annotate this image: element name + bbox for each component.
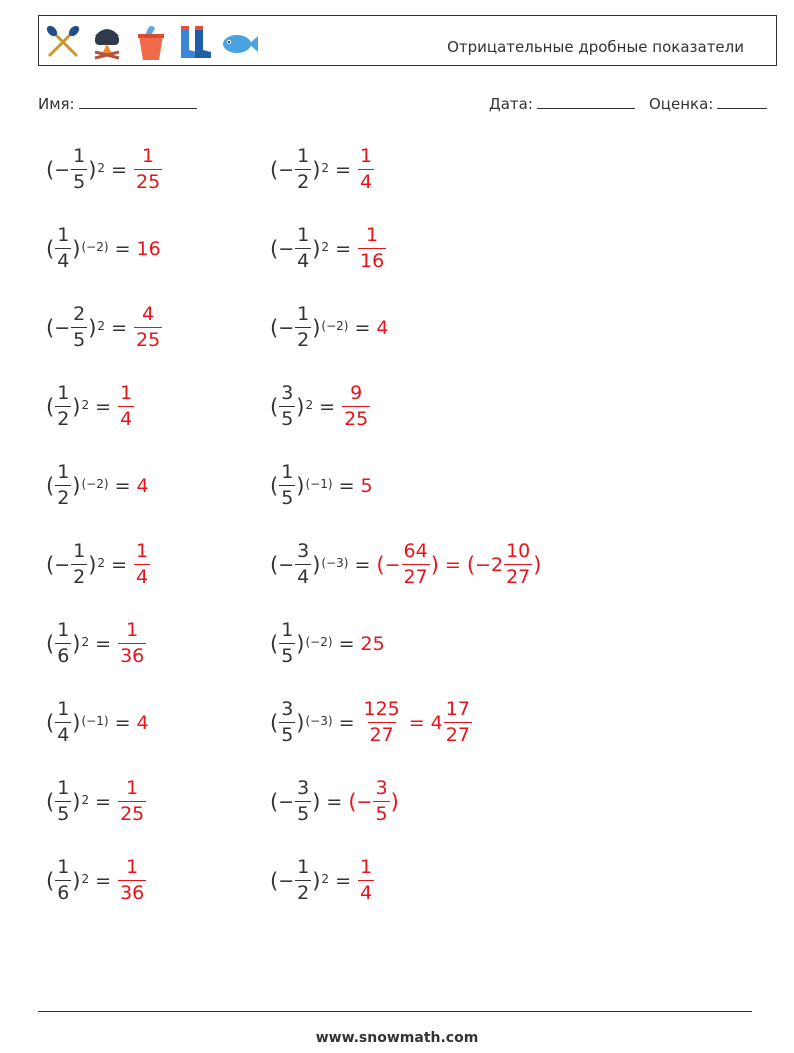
answer	[136, 238, 160, 260]
numerator: 10	[506, 540, 531, 562]
name-field[interactable]	[38, 94, 197, 113]
grade-field[interactable]	[649, 94, 767, 113]
problem-7a	[46, 621, 147, 666]
problem-9b	[270, 779, 399, 824]
answer-fraction	[358, 226, 386, 271]
problem-6a	[46, 542, 151, 587]
equals-sign: =	[354, 553, 371, 576]
equals-sign: =	[444, 553, 461, 576]
answer	[117, 858, 147, 903]
answer-fraction	[361, 700, 401, 745]
denominator: 5	[57, 803, 70, 825]
base-fraction	[71, 542, 87, 587]
numerator: 1	[57, 698, 70, 720]
base-fraction	[55, 463, 71, 508]
numerator: 1	[359, 145, 373, 167]
answer	[360, 633, 384, 655]
base-fraction	[295, 542, 311, 587]
exponent: 2	[81, 872, 90, 886]
equals-sign: =	[111, 553, 127, 576]
denominator: 25	[120, 803, 145, 825]
open-paren: (	[46, 394, 55, 419]
problem-10b	[270, 858, 375, 903]
close-paren: )	[72, 868, 81, 893]
answer	[117, 621, 147, 666]
answer	[133, 147, 163, 192]
numerator: 64	[403, 540, 428, 562]
numerator: 3	[281, 382, 294, 404]
answer	[348, 779, 398, 824]
answer	[136, 712, 148, 734]
answer-fraction	[358, 147, 374, 192]
base-fraction	[55, 226, 71, 271]
denominator: 4	[135, 566, 149, 588]
problem-8b	[270, 700, 473, 745]
denominator: 27	[445, 724, 470, 746]
open-paren: (	[46, 315, 55, 340]
close-paren: )	[72, 236, 81, 261]
equals-sign: =	[408, 711, 425, 734]
numerator: 1	[297, 856, 310, 878]
equals-sign: =	[326, 790, 343, 813]
denominator: 4	[297, 566, 310, 588]
exponent: (−3)	[321, 556, 349, 570]
answer-fraction	[134, 542, 150, 587]
numerator: 4	[142, 303, 155, 325]
answer-value: 4	[136, 474, 149, 497]
open-paren: (	[46, 236, 55, 261]
problem-1b	[270, 147, 375, 192]
close-paren: )	[72, 473, 81, 498]
answer-fraction	[358, 858, 374, 903]
campfire-pot-icon	[87, 22, 127, 62]
denominator: 27	[506, 566, 531, 588]
name-line[interactable]	[79, 94, 197, 109]
denominator: 27	[369, 724, 394, 746]
equals-sign: =	[114, 711, 131, 734]
equals-sign: =	[95, 395, 112, 418]
denominator: 4	[359, 882, 373, 904]
exponent: 2	[321, 240, 330, 254]
close-paren: )	[312, 236, 321, 261]
denominator: 16	[359, 250, 385, 272]
open-paren: (	[466, 552, 476, 577]
open-paren: (	[270, 552, 279, 577]
open-paren: (	[46, 473, 55, 498]
answer	[360, 700, 472, 745]
denominator: 25	[344, 408, 369, 430]
equals-sign: =	[114, 237, 131, 260]
base-fraction	[295, 858, 311, 903]
numerator: 9	[350, 382, 363, 404]
close-paren: )	[312, 789, 321, 814]
close-paren: )	[312, 157, 321, 182]
numerator: 3	[297, 540, 310, 562]
answer-value: 4	[376, 316, 389, 339]
answer	[357, 147, 375, 192]
equals-sign: =	[338, 632, 355, 655]
equals-sign: =	[335, 158, 351, 181]
open-paren: (	[270, 631, 279, 656]
answer	[136, 475, 148, 497]
base-fraction	[55, 621, 71, 666]
open-paren: (	[46, 552, 55, 577]
close-paren: )	[312, 552, 321, 577]
minus-sign: −	[356, 790, 373, 813]
answer-fraction	[118, 621, 146, 666]
numerator: 1	[120, 382, 133, 404]
numerator: 1	[142, 145, 155, 167]
problem-8a	[46, 700, 149, 745]
denominator: 4	[359, 171, 373, 193]
open-paren: (	[46, 789, 55, 814]
numerator: 1	[297, 303, 310, 325]
exponent: 2	[321, 872, 330, 886]
problem-5b	[270, 463, 373, 508]
denominator: 36	[120, 882, 145, 904]
answer-value: 25	[360, 632, 385, 655]
open-paren: (	[270, 394, 279, 419]
base-fraction	[295, 779, 311, 824]
exponent: (−2)	[321, 319, 349, 333]
denominator: 4	[120, 408, 133, 430]
exponent: 2	[97, 319, 106, 333]
answer	[117, 384, 135, 429]
denominator: 6	[57, 882, 70, 904]
equals-sign: =	[319, 395, 336, 418]
close-paren: )	[296, 710, 305, 735]
numerator: 1	[366, 224, 379, 246]
problem-9a	[46, 779, 147, 824]
date-field[interactable]	[489, 94, 635, 113]
answer-fraction	[118, 384, 134, 429]
base-fraction	[55, 700, 71, 745]
answer	[357, 226, 387, 271]
base-fraction	[55, 384, 71, 429]
numerator: 1	[126, 856, 139, 878]
answer	[360, 475, 372, 497]
worksheet-header	[38, 15, 777, 66]
answer	[117, 779, 147, 824]
exponent: (−1)	[81, 714, 109, 728]
close-paren: )	[88, 552, 97, 577]
denominator: 5	[297, 803, 310, 825]
close-paren: )	[390, 789, 399, 814]
minus-sign: −	[54, 158, 71, 181]
problem-1a	[46, 147, 163, 192]
numerator: 1	[297, 224, 310, 246]
denominator: 36	[120, 645, 145, 667]
denominator: 2	[57, 487, 70, 509]
close-paren: )	[72, 631, 81, 656]
exponent: 2	[97, 161, 106, 175]
open-paren: (	[46, 710, 55, 735]
close-paren: )	[296, 631, 305, 656]
denominator: 25	[135, 171, 161, 193]
minus-sign: −	[278, 316, 295, 339]
denominator: 2	[297, 882, 310, 904]
minus-sign: −	[384, 553, 401, 576]
answer-value: 16	[136, 237, 161, 260]
denominator: 6	[57, 645, 70, 667]
mixed-fraction	[504, 542, 532, 587]
base-fraction	[71, 147, 87, 192]
answer-fraction	[342, 384, 370, 429]
denominator: 2	[297, 171, 310, 193]
grade-label: Оценка:	[649, 95, 714, 113]
numerator: 1	[281, 619, 294, 641]
numerator: 1	[57, 777, 70, 799]
numerator: 2	[73, 303, 86, 325]
base-fraction	[55, 858, 71, 903]
equals-sign: =	[95, 790, 112, 813]
answer	[341, 384, 371, 429]
minus-sign: −	[278, 237, 295, 260]
minus-sign: −	[278, 158, 295, 181]
open-paren: (	[270, 157, 279, 182]
answer-fraction	[118, 779, 146, 824]
answer-fraction	[134, 305, 162, 350]
denominator: 5	[281, 724, 294, 746]
problem-2a	[46, 226, 161, 271]
problem-10a	[46, 858, 147, 903]
equals-sign: =	[95, 869, 112, 892]
denominator: 4	[57, 250, 70, 272]
denominator: 4	[297, 250, 310, 272]
exponent: (−2)	[305, 635, 333, 649]
footer-divider	[38, 1011, 752, 1012]
mixed-whole: 4	[430, 711, 443, 734]
answer	[133, 305, 163, 350]
exponent: (−3)	[305, 714, 333, 728]
footer-url: www.snowmath.com	[315, 1030, 479, 1046]
open-paren: (	[376, 552, 385, 577]
close-paren: )	[533, 552, 542, 577]
problem-2b	[270, 226, 387, 271]
date-line[interactable]	[537, 94, 635, 109]
denominator: 5	[375, 803, 388, 825]
numerator: 1	[297, 145, 310, 167]
close-paren: )	[312, 868, 321, 893]
exponent: 2	[305, 398, 314, 412]
oars-icon	[43, 22, 83, 62]
equals-sign: =	[114, 474, 131, 497]
open-paren: (	[270, 315, 279, 340]
open-paren: (	[46, 157, 55, 182]
answer-fraction	[118, 858, 146, 903]
base-fraction	[71, 305, 87, 350]
open-paren: (	[270, 710, 279, 735]
equals-sign: =	[335, 869, 351, 892]
problem-4b	[270, 384, 371, 429]
base-fraction	[295, 226, 311, 271]
mixed-fraction	[444, 700, 472, 745]
denominator: 2	[297, 329, 310, 351]
base-fraction	[295, 305, 311, 350]
fish-icon	[219, 22, 259, 62]
numerator: 17	[445, 698, 470, 720]
numerator: 1	[73, 145, 86, 167]
base-fraction	[55, 779, 71, 824]
answer-value: 5	[360, 474, 373, 497]
minus-sign: −	[278, 869, 295, 892]
denominator: 2	[57, 408, 70, 430]
denominator: 2	[73, 566, 86, 588]
boots-icon	[175, 22, 215, 62]
open-paren: (	[270, 236, 279, 261]
problem-5a	[46, 463, 149, 508]
numerator: 125	[363, 698, 400, 720]
answer	[133, 542, 151, 587]
problem-3b	[270, 305, 389, 350]
grade-line[interactable]	[717, 94, 767, 109]
minus-sign: −	[278, 553, 295, 576]
numerator: 1	[57, 856, 70, 878]
close-paren: )	[430, 552, 439, 577]
exponent: 2	[97, 556, 106, 570]
numerator: 3	[281, 698, 294, 720]
answer-fraction	[134, 147, 162, 192]
problem-7b	[270, 621, 385, 666]
exponent: 2	[321, 161, 330, 175]
open-paren: (	[46, 631, 55, 656]
answer-value: 4	[136, 711, 149, 734]
close-paren: )	[296, 394, 305, 419]
mixed-whole: −2	[475, 553, 504, 576]
numerator: 1	[135, 540, 149, 562]
exponent: (−2)	[81, 240, 109, 254]
answer-fraction	[373, 779, 389, 824]
numerator: 3	[297, 777, 310, 799]
numerator: 1	[359, 856, 373, 878]
denominator: 25	[135, 329, 161, 351]
answer	[357, 858, 375, 903]
numerator: 1	[73, 540, 86, 562]
equals-sign: =	[354, 316, 371, 339]
problem-3a	[46, 305, 163, 350]
close-paren: )	[88, 157, 97, 182]
equals-sign: =	[111, 158, 127, 181]
exponent: 2	[81, 398, 90, 412]
answer	[376, 317, 388, 339]
close-paren: )	[72, 394, 81, 419]
denominator: 5	[73, 329, 86, 351]
close-paren: )	[72, 789, 81, 814]
minus-sign: −	[54, 316, 71, 339]
bucket-fish-icon	[131, 22, 171, 62]
date-label: Дата:	[489, 95, 533, 113]
numerator: 1	[126, 619, 139, 641]
equals-sign: =	[111, 316, 127, 339]
denominator: 27	[403, 566, 428, 588]
open-paren: (	[270, 473, 279, 498]
numerator: 1	[57, 461, 70, 483]
open-paren: (	[270, 868, 279, 893]
denominator: 5	[281, 645, 294, 667]
base-fraction	[279, 700, 295, 745]
denominator: 4	[57, 724, 70, 746]
numerator: 1	[57, 619, 70, 641]
numerator: 1	[281, 461, 294, 483]
base-fraction	[295, 147, 311, 192]
problem-6b	[270, 542, 541, 587]
problem-4a	[46, 384, 135, 429]
worksheet-title: Отрицательные дробные показатели	[447, 38, 744, 56]
open-paren: (	[46, 868, 55, 893]
denominator: 5	[281, 408, 294, 430]
numerator: 1	[57, 382, 70, 404]
denominator: 5	[73, 171, 86, 193]
minus-sign: −	[54, 553, 71, 576]
name-label: Имя:	[38, 95, 75, 113]
minus-sign: −	[278, 790, 295, 813]
answer-fraction	[402, 542, 430, 587]
close-paren: )	[72, 710, 81, 735]
close-paren: )	[312, 315, 321, 340]
base-fraction	[279, 621, 295, 666]
equals-sign: =	[338, 474, 355, 497]
equals-sign: =	[335, 237, 351, 260]
equals-sign: =	[338, 711, 355, 734]
header-icons	[43, 22, 259, 62]
close-paren: )	[296, 473, 305, 498]
answer	[376, 542, 541, 587]
base-fraction	[279, 384, 295, 429]
numerator: 3	[375, 777, 388, 799]
numerator: 1	[57, 224, 70, 246]
exponent: (−2)	[81, 477, 109, 491]
open-paren: (	[270, 789, 279, 814]
equals-sign: =	[95, 632, 112, 655]
open-paren: (	[348, 789, 357, 814]
base-fraction	[279, 463, 295, 508]
exponent: 2	[81, 793, 90, 807]
close-paren: )	[88, 315, 97, 340]
exponent: 2	[81, 635, 90, 649]
denominator: 5	[281, 487, 294, 509]
exponent: (−1)	[305, 477, 333, 491]
numerator: 1	[126, 777, 139, 799]
